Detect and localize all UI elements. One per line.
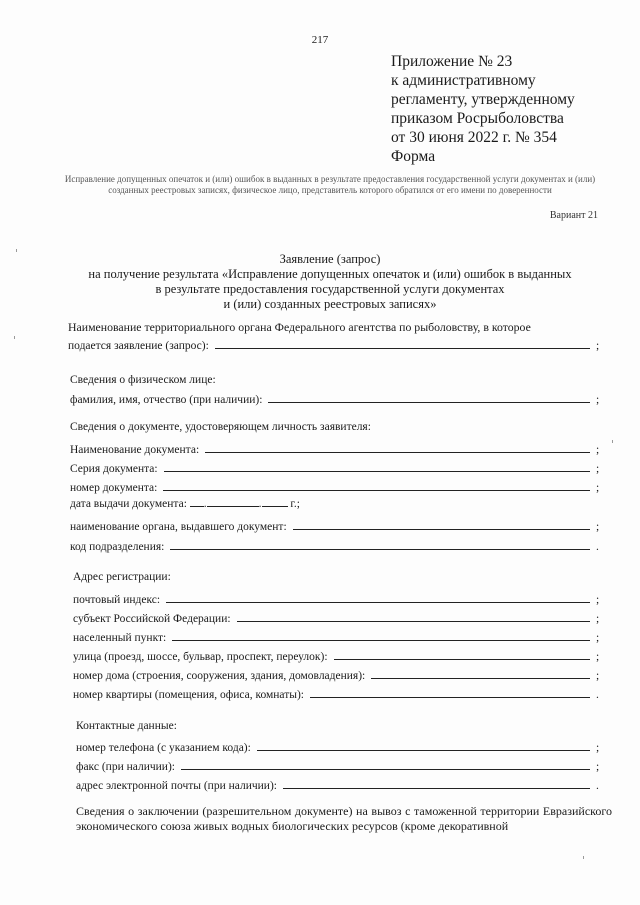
field-label: Серия документа: — [70, 463, 158, 475]
department-code-field[interactable] — [70, 537, 602, 553]
house-field[interactable] — [73, 666, 602, 682]
field-label: населенный пункт: — [73, 632, 167, 644]
fill-line[interactable] — [205, 451, 590, 453]
field-label: фамилия, имя, отчество (при наличии): — [70, 394, 263, 406]
fax-field[interactable] — [76, 757, 602, 773]
fio-field[interactable] — [70, 390, 602, 406]
field-end: ; — [596, 463, 600, 475]
field-end: ; — [596, 761, 600, 773]
page-number: 217 — [311, 34, 329, 46]
appendix-line: к административному — [391, 72, 536, 89]
date-suffix: г.; — [290, 498, 300, 510]
appendix-line: Приложение № 23 — [391, 53, 513, 70]
document-number-field[interactable] — [70, 478, 602, 494]
field-label: подается заявление (запрос): — [68, 340, 209, 352]
field-end: ; — [596, 444, 600, 456]
field-label: почтовый индекс: — [73, 594, 161, 606]
title-line: Заявление (запрос) — [279, 252, 381, 266]
apartment-field[interactable] — [73, 685, 602, 701]
conclusion-text: Сведения о заключении (разрешительном документе) на вывоз с таможенной территории Евразийского экономического союза живых водных биологических ресурсов (кроме декоративной — [76, 804, 612, 833]
field-end: ; — [596, 340, 600, 352]
section-heading-contacts: Контактные данные: — [76, 720, 177, 732]
fill-line[interactable] — [163, 489, 590, 491]
field-label: улица (проезд, шоссе, бульвар, проспект, переулок): — [73, 651, 328, 663]
scan-speck — [612, 440, 613, 443]
field-end: ; — [596, 394, 600, 406]
fill-line[interactable] — [181, 768, 590, 770]
field-end: ; — [596, 651, 600, 663]
field-end: . — [596, 689, 599, 701]
fill-line[interactable] — [164, 470, 590, 472]
postal-code-field[interactable] — [73, 590, 602, 606]
field-label: номер телефона (с указанием кода): — [76, 742, 251, 754]
field-label: адрес электронной почты (при наличии): — [76, 780, 277, 792]
section-heading-individual: Сведения о физическом лице: — [70, 374, 216, 386]
street-field[interactable] — [73, 647, 602, 663]
field-label: номер квартиры (помещения, офиса, комнаты): — [73, 689, 304, 701]
field-end: ; — [596, 670, 600, 682]
field-end: ; — [596, 594, 600, 606]
scan-speck — [16, 249, 17, 252]
territorial-body-field[interactable] — [68, 336, 602, 352]
fill-line[interactable] — [371, 677, 590, 679]
scan-speck — [583, 856, 584, 859]
fill-line[interactable] — [237, 620, 590, 622]
document-name-field[interactable] — [70, 440, 602, 456]
locality-field[interactable] — [73, 628, 602, 644]
field-end: ; — [596, 521, 600, 533]
territorial-body-text: Наименование территориального органа Федерального агентства по рыболовству, в которое — [68, 320, 531, 334]
fill-line[interactable] — [257, 749, 590, 751]
date-month-line[interactable] — [207, 505, 259, 507]
fill-line[interactable] — [215, 347, 590, 349]
fill-line[interactable] — [310, 696, 590, 698]
service-description: Исправление допущенных опечаток и (или) ошибок в выданных в результате предоставления государственной услуги документах и (или) созданных реестровых записях, физическое лицо, представитель которого обратился от его имени по доверенности — [64, 174, 596, 195]
field-label: дата выдачи документа: — [70, 498, 187, 510]
document-series-field[interactable] — [70, 459, 602, 475]
field-end: . — [596, 780, 599, 792]
date-separator: . — [203, 498, 207, 510]
field-end: ; — [596, 742, 600, 754]
fill-line[interactable] — [293, 528, 590, 530]
title-line: в результате предоставления государственной услуги документах — [155, 282, 505, 296]
field-end: ; — [596, 632, 600, 644]
field-label: Наименование документа: — [70, 444, 200, 456]
field-label: код подразделения: — [70, 541, 165, 553]
appendix-line: регламенту, утвержденному — [391, 91, 575, 108]
region-field[interactable] — [73, 609, 602, 625]
section-heading-document: Сведения о документе, удостоверяющем личность заявителя: — [70, 421, 371, 433]
field-label: номер дома (строения, сооружения, здания, домовладения): — [73, 670, 366, 682]
appendix-line: Форма — [391, 148, 436, 165]
field-label: субъект Российской Федерации: — [73, 613, 231, 625]
phone-field[interactable] — [76, 738, 602, 754]
appendix-block — [391, 52, 575, 166]
date-year-line[interactable] — [262, 505, 288, 507]
scan-speck — [14, 336, 15, 339]
email-field[interactable] — [76, 776, 602, 792]
field-end: ; — [596, 482, 600, 494]
title-line: и (или) созданных реестровых записях» — [223, 297, 437, 311]
field-end: ; — [596, 613, 600, 625]
field-label: факс (при наличии): — [76, 761, 175, 773]
field-label: наименование органа, выдавшего документ: — [70, 521, 287, 533]
section-heading-address: Адрес регистрации: — [73, 571, 171, 583]
issue-date-field[interactable] — [70, 498, 300, 510]
fill-line[interactable] — [170, 548, 590, 550]
form-title — [60, 252, 600, 312]
field-label: номер документа: — [70, 482, 158, 494]
date-separator: . — [258, 498, 262, 510]
appendix-line: приказом Росрыболовства — [391, 110, 564, 127]
variant-label: Вариант 21 — [549, 210, 598, 221]
appendix-line: от 30 июня 2022 г. № 354 — [391, 129, 557, 146]
fill-line[interactable] — [334, 658, 590, 660]
field-end: . — [596, 541, 599, 553]
issuer-field[interactable] — [70, 517, 602, 533]
fill-line[interactable] — [268, 401, 590, 403]
title-line: на получение результата «Исправление допущенных опечаток и (или) ошибок в выданных — [88, 267, 572, 281]
fill-line[interactable] — [172, 639, 590, 641]
fill-line[interactable] — [166, 601, 590, 603]
date-day-line[interactable] — [190, 505, 204, 507]
fill-line[interactable] — [283, 787, 590, 789]
